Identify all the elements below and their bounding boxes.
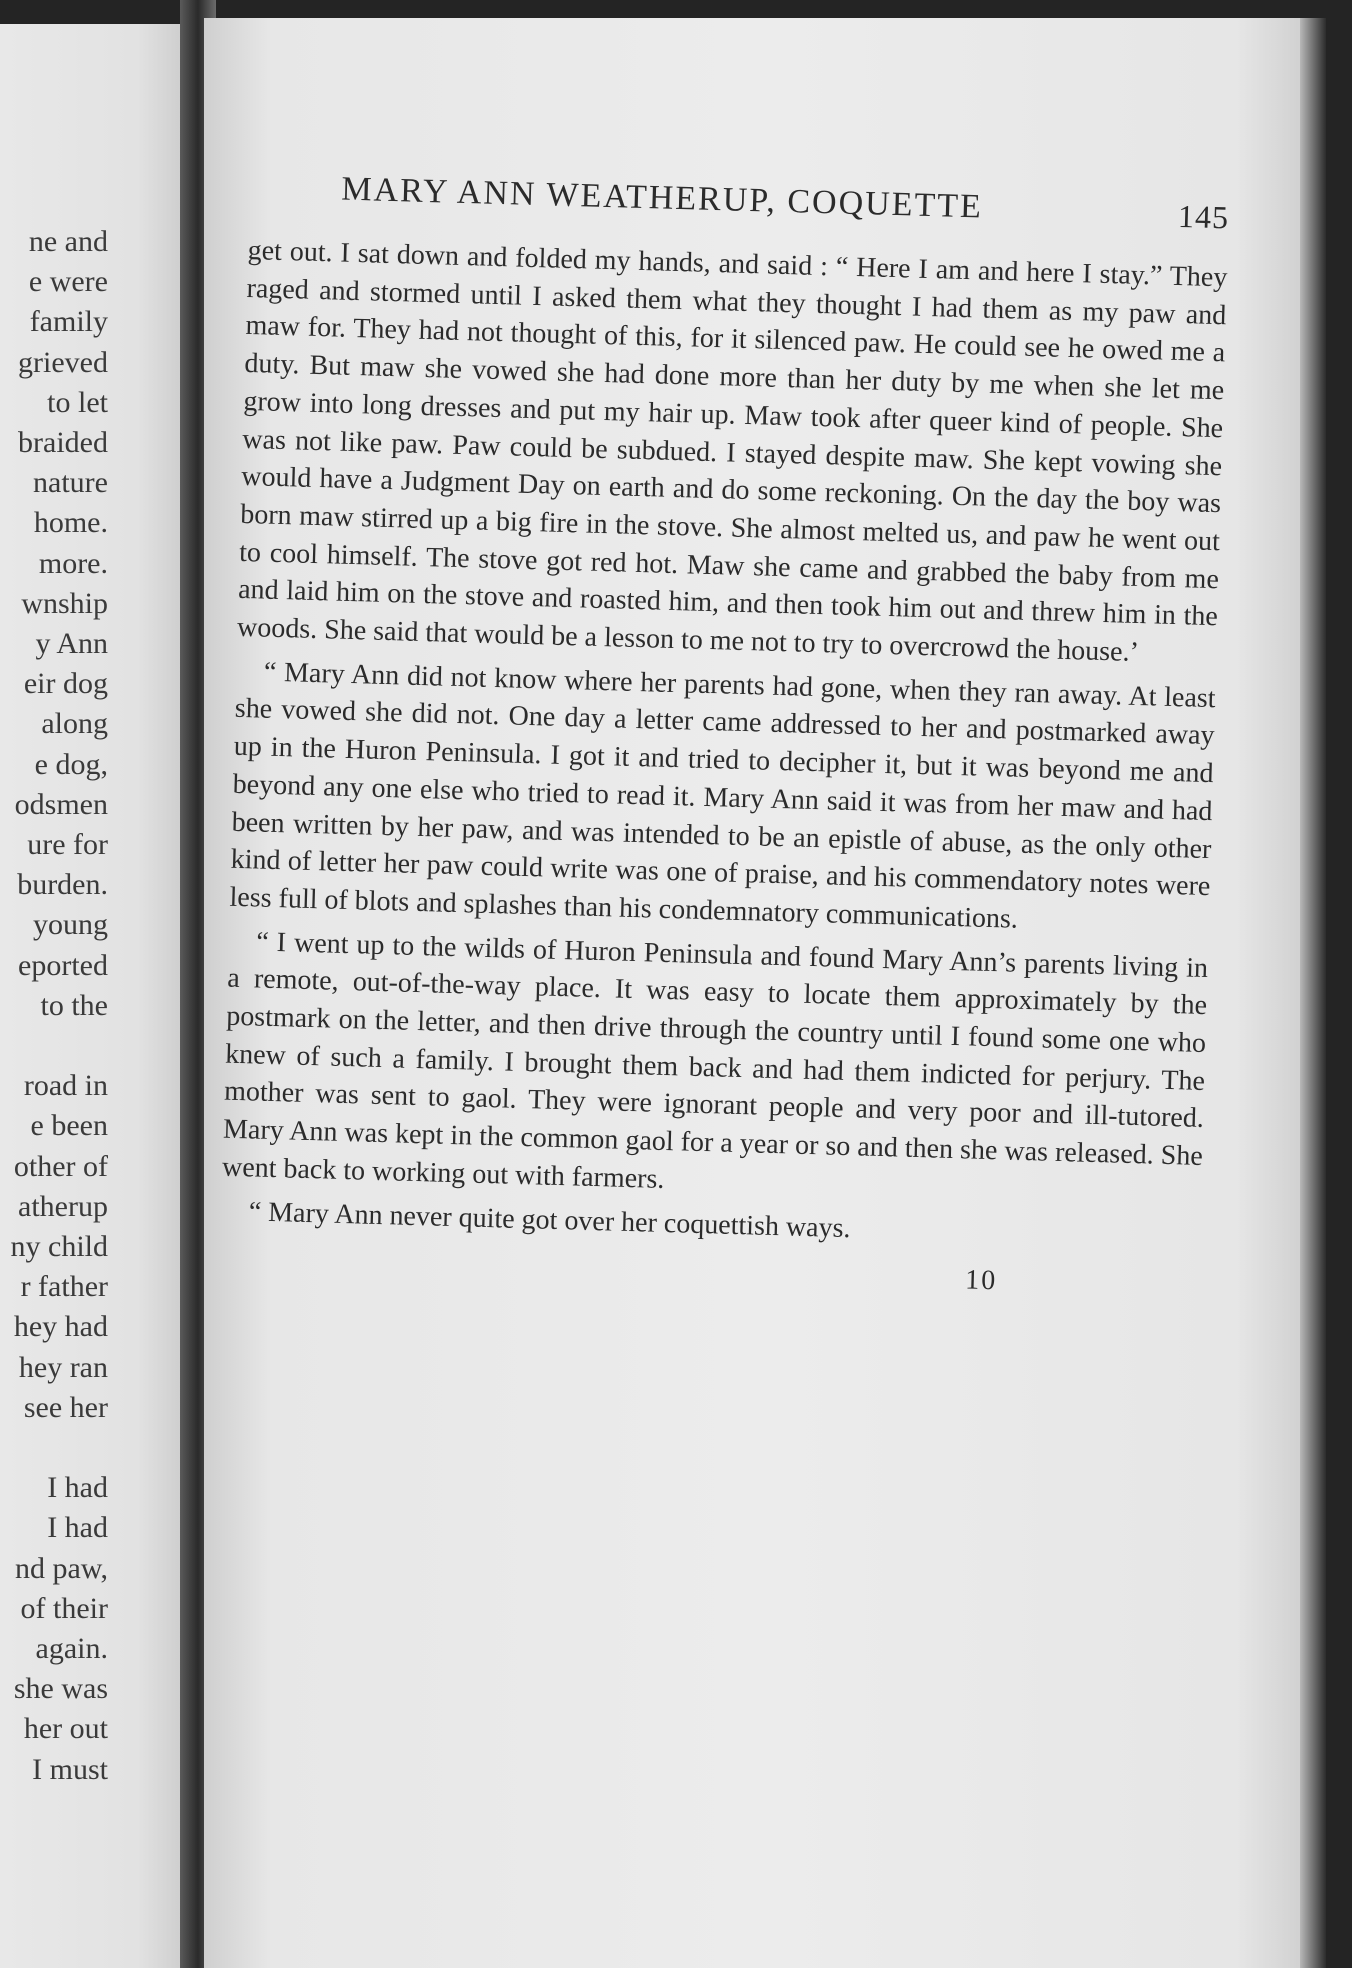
left-page-line: y Ann [35, 627, 108, 660]
left-page-line: of their [20, 1591, 108, 1625]
left-page-line: atherup [18, 1189, 108, 1223]
left-page-line: e dog, [34, 747, 108, 781]
left-page-line: along [41, 707, 108, 741]
left-page-line: her out [23, 1712, 108, 1746]
left-page-line: to let [47, 385, 108, 419]
left-page-line: I had [47, 1471, 108, 1505]
left-page-line: e were [28, 265, 108, 299]
left-page-line: braided [18, 426, 108, 459]
left-page-line: hey had [13, 1310, 108, 1344]
left-page-line: nd paw, [14, 1551, 108, 1585]
left-page-line: ny child [10, 1230, 108, 1263]
left-page-line: eir dog [23, 667, 108, 701]
left-page-line: odsmen [14, 787, 108, 821]
paragraph-4: “ Mary Ann never quite got over her coquettish ways. [248, 1195, 851, 1244]
left-page-line: again. [35, 1632, 108, 1665]
left-page-line: e been [30, 1109, 108, 1143]
left-page-line: road in [23, 1069, 108, 1103]
left-page-line: ne and [28, 225, 108, 258]
left-page-line: nature [33, 466, 108, 500]
left-page-line: grieved [18, 345, 108, 379]
signature-mark [218, 1244, 1199, 1323]
page-number: 145 [1177, 197, 1230, 236]
signature-mark-text: 10 [964, 1264, 998, 1297]
left-page-line: burden. [17, 868, 108, 902]
left-page-line: r father [20, 1270, 108, 1304]
left-page-line: family [29, 305, 108, 339]
page-edge-shadow [1300, 18, 1326, 1968]
paragraph-3: “ I went up to the wilds of Huron Peninsula and found Mary Ann’s parents living in a remote, out-of-the-way place. It was easy to locate them approximately by the postmark on the letter, and then drive through the country until I found some one who knew of such a family. I brought them back and had them indicted for perjury. The mother was sent to gaol. They were ignorant people and very poor and ill-tutored. Mary Ann was kept in the common gaol for a year or so and then she was released. She went back to working out with farmers. [221, 926, 1209, 1195]
left-page-line: I must [32, 1752, 108, 1786]
running-head-title: MARY ANN WEATHERUP, COQUETTE [340, 170, 984, 226]
left-page-line: home. [33, 506, 108, 540]
paragraph-2: “ Mary Ann did not know where her parents had gone, when they ran away. At least she vowed she did not. One day a letter came addressed to her and postmarked away up in the Huron Peninsula. I got it and tried to decipher it, but it was beyond me and beyond any one else who tried to read it. Mary Ann said it was from her maw and had been written by her paw, and was intended to be an epistle of abuse, as the only other kind of letter her paw could write was one of praise, and his commendatory notes were less full of blots and splashes than his condemnatory communications. [229, 656, 1216, 935]
left-page-line: I had [47, 1511, 108, 1545]
paragraph-1: get out. I sat down and folded my hands, and said : “ Here I am and here I stay.” They raged and stormed until I asked them what they thought I had them as my paw and maw for. They had not thought of this, for it silenced paw. He could see he owed me a duty. But maw she vowed she had done more than her duty by me when she let me grow into long dresses and put my hair up. Maw took after queer kind of people. She was not like paw. Paw could be subdued. I stayed despite maw. She kept vowing she would have a Judgment Day on earth and do some reckoning. On the day the boy was born maw stirred up a big fire in the stove. She almost melted us, and paw he went out to cool himself. The stove got red hot. Maw she came and grabbed the baby from me and laid him on the stove and roasted him, and then took him out and threw him in the woods. She said that would be a lesson to me not to try to overcrowd the house.’ [236, 234, 1228, 669]
left-page [0, 24, 196, 1968]
right-page [204, 18, 1326, 1968]
left-page-line: to the [40, 988, 108, 1022]
left-page-line: ure for [27, 828, 108, 861]
page-content [218, 168, 1229, 1323]
left-page-line: hey ran [18, 1350, 108, 1384]
left-page-line: she was [13, 1672, 108, 1706]
left-page-line: see her [23, 1390, 108, 1424]
left-page-line: more. [38, 546, 108, 580]
left-page-line: wnship [21, 586, 108, 620]
left-page-line: other of [13, 1149, 108, 1183]
left-page-line: eported [18, 948, 108, 982]
left-page-line: young [33, 908, 108, 942]
